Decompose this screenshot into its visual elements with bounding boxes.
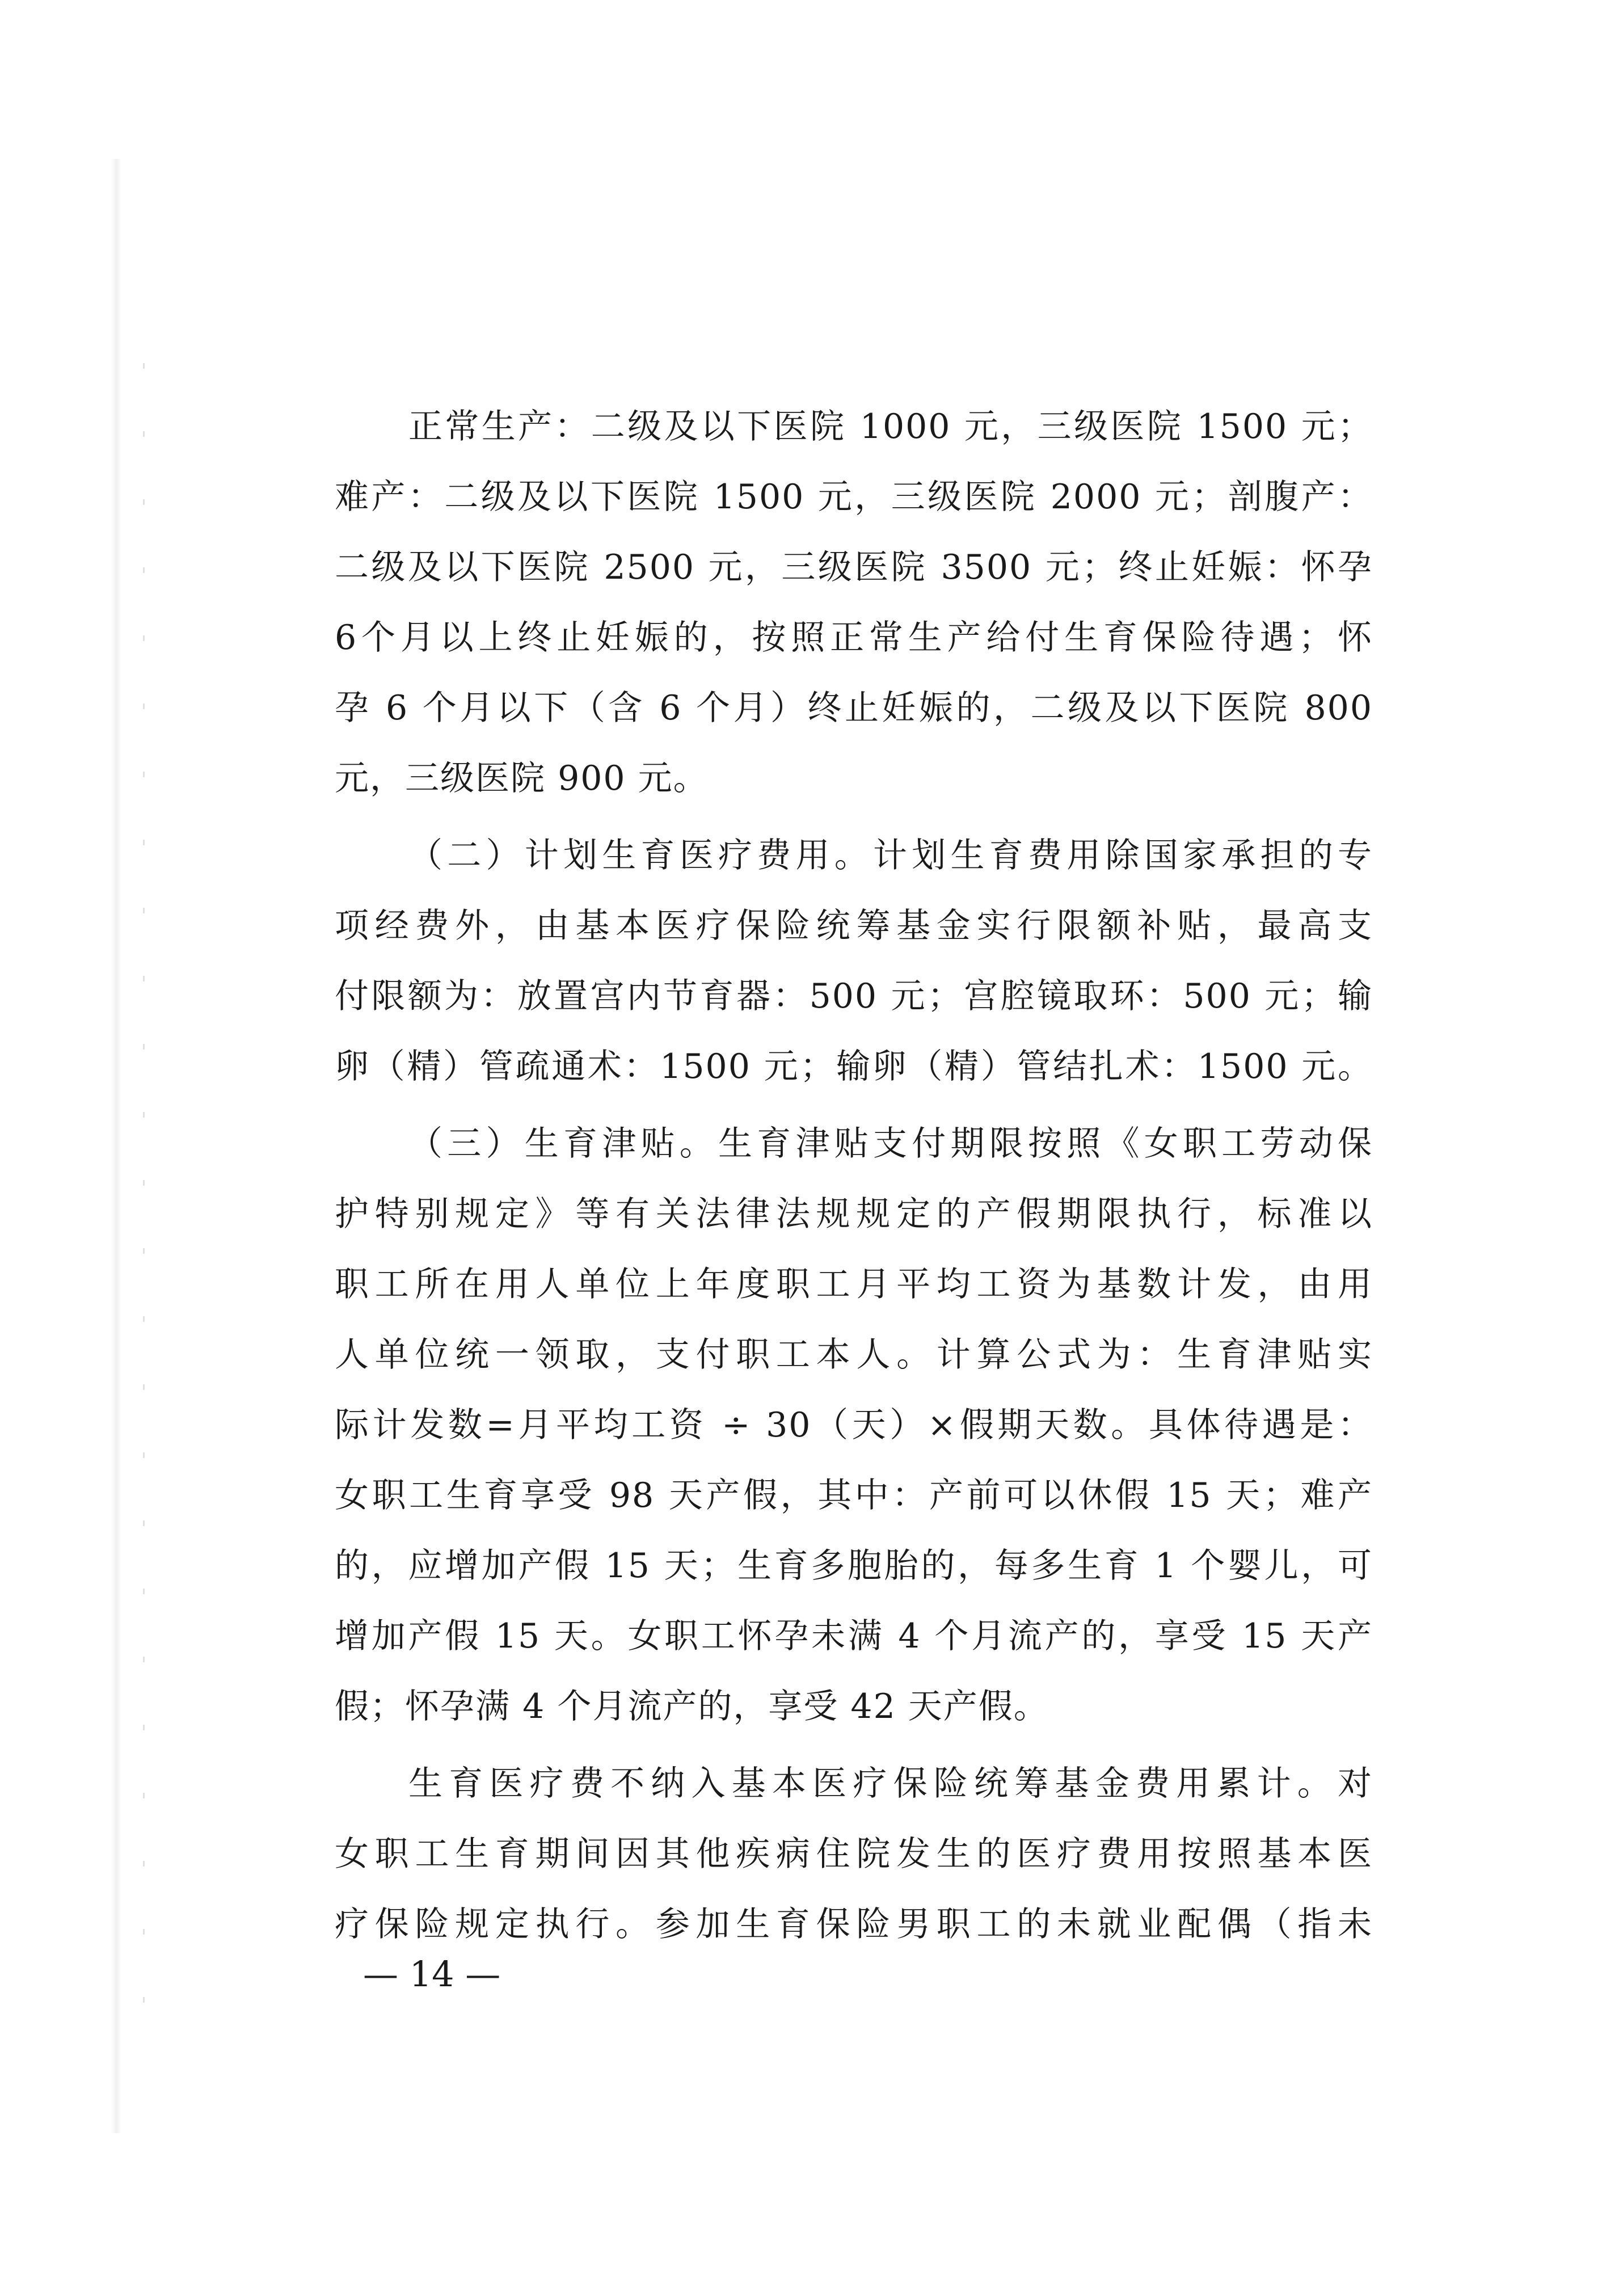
page-number: — 14 — <box>363 1953 501 1995</box>
text-line: 元，三级医院 900 元。 <box>335 759 709 798</box>
text-line: 人单位统一领取，支付职工本人。计算公式为：生育津贴实 <box>335 1335 1373 1375</box>
text-line: （二）计划生育医疗费用。计划生育费用除国家承担的专 <box>408 836 1373 875</box>
text-line: 女职工生育享受 98 天产假，其中：产前可以休假 15 天；难产 <box>335 1476 1373 1515</box>
paragraph-delivery-costs <box>335 391 1373 814</box>
text-line: 付限额为：放置宫内节育器：500 元；宫腔镜取环：500 元；输 <box>335 976 1373 1016</box>
text-line: 的，应增加产假 15 天；生育多胞胎的，每多生育 1 个婴儿，可 <box>335 1546 1373 1586</box>
text-line: 二级及以下医院 2500 元，三级医院 3500 元；终止妊娠：怀孕 <box>335 547 1373 587</box>
text-line: 正常生产：二级及以下医院 1000 元，三级医院 1500 元； <box>408 407 1373 446</box>
text-line: 项经费外，由基本医疗保险统筹基金实行限额补贴，最高支 <box>335 906 1373 946</box>
text-line: 疗保险规定执行。参加生育保险男职工的未就业配偶（指未 <box>335 1905 1373 1944</box>
scan-shadow-edge <box>111 159 121 2133</box>
paragraph-maternity-allowance <box>335 1109 1373 1742</box>
text-line: 增加产假 15 天。女职工怀孕未满 4 个月流产的，享受 15 天产 <box>335 1616 1373 1656</box>
paragraph-medical-costs-note <box>335 1749 1373 1960</box>
text-line: 假；怀孕满 4 个月流产的，享受 42 天产假。 <box>335 1687 1049 1726</box>
text-line: 护特别规定》等有关法律法规规定的产假期限执行，标准以 <box>335 1194 1373 1234</box>
text-line: 卵（精）管疏通术：1500 元；输卵（精）管结扎术：1500 元。 <box>335 1047 1373 1086</box>
document-body <box>335 391 1373 1960</box>
text-line: 职工所在用人单位上年度职工月平均工资为基数计发，由用 <box>335 1265 1373 1304</box>
text-line: 6个月以上终止妊娠的，按照正常生产给付生育保险待遇；怀 <box>335 618 1373 658</box>
binding-marks <box>143 363 145 2065</box>
text-line: 际计发数=月平均工资 ÷ 30（天）×假期天数。具体待遇是： <box>335 1405 1373 1445</box>
text-line: 生育医疗费不纳入基本医疗保险统筹基金费用累计。对 <box>408 1764 1373 1804</box>
text-line: 孕 6 个月以下（含 6 个月）终止妊娠的，二级及以下医院 800 <box>335 688 1373 728</box>
text-line: 女职工生育期间因其他疾病住院发生的医疗费用按照基本医 <box>335 1834 1373 1874</box>
paragraph-family-planning-costs <box>335 820 1373 1102</box>
text-line: （三）生育津贴。生育津贴支付期限按照《女职工劳动保 <box>408 1124 1373 1164</box>
text-line: 难产：二级及以下医院 1500 元，三级医院 2000 元；剖腹产： <box>335 477 1373 517</box>
